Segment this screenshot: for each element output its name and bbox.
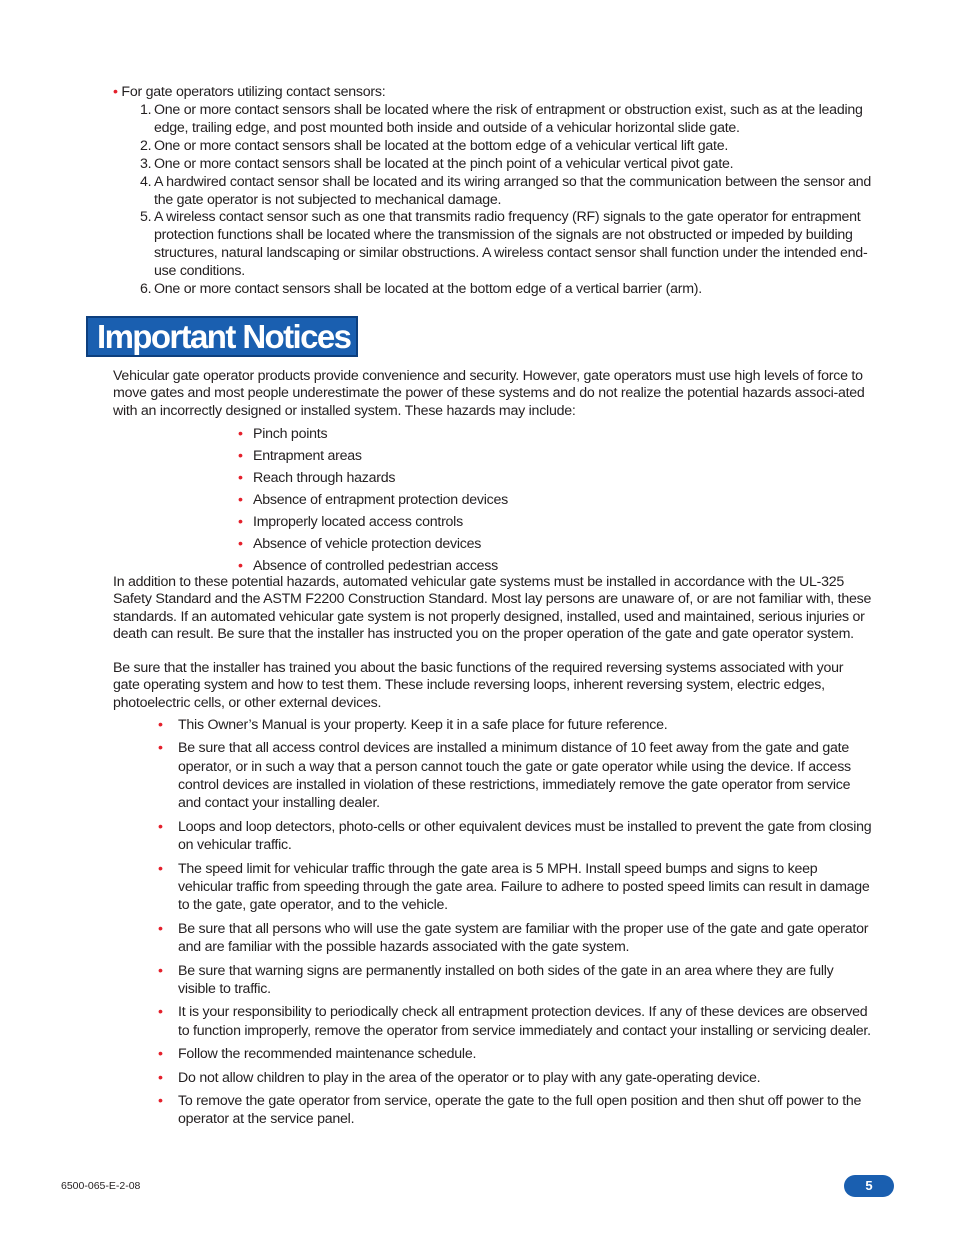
bullet-icon: • [238,470,243,486]
bullet-icon: • [158,740,163,757]
item-text: One or more contact sensors shall be located at the bottom edge of a vehicular vertical lift gate. [154,137,729,154]
bullet-icon: • [158,717,163,733]
bullet-icon: • [238,514,243,530]
intro-paragraph: Vehicular gate operator products provide convenience and security. However, gate operators must use high levels of force to move gates and most people underestimate the power of these systems and do not realize the potential hazards associ-ated with an incorrectly designed or installed system. These hazards may include: [113,368,865,419]
item-number: 6. [140,281,152,298]
section-heading: Important Notices [97,318,351,355]
list-item [238,445,508,467]
item-text: One or more contact sensors shall be located at the pinch point of a vehicular vertical pivot gate. [154,155,734,172]
item-text: One or more contact sensors shall be located where the risk of entrapment or obstruction exist, such as at the leading edge, trailing edge, and post mounted both inside and outside of a vehicular horizontal slide gate. [154,102,863,136]
notice-list [158,716,873,1134]
list-item [238,489,508,511]
item-text: It is your responsibility to periodically check all entrapment protection devices. If any of these devices are observed to function improperly, remove the operator from service immediately and contact your installing or servicing dealer. [178,1004,871,1039]
item-number: 2. [140,137,152,154]
list-item [158,860,873,915]
list-item [140,209,880,281]
list-item [158,1069,873,1087]
bullet-icon: • [158,1004,163,1021]
hazard-list [238,423,508,577]
list-item [238,467,508,489]
list-item [158,818,873,855]
item-text: A hardwired contact sensor shall be located and its wiring arranged so that the communication between the sensor and the gate operator is not subjected to mechanical damage. [154,173,872,208]
item-text: Be sure that all persons who will use the gate system are familiar with the proper use of the gate and gate operator and are familiar with the possible hazards associated with the gate system. [178,920,869,956]
bullet-icon: • [238,558,243,574]
item-number: 1. [140,102,152,118]
item-text: Follow the recommended maintenance schedule. [178,1046,477,1063]
item-text: One or more contact sensors shall be located at the bottom edge of a vertical barrier (arm). [154,281,702,298]
list-item [140,174,880,210]
standards-paragraph: In addition to these potential hazards, automated vehicular gate systems must be installed in accordance with the UL-325 Safety Standard and the ASTM F2200 Construction Standard. Most lay persons are unaware of, or are not familiar with, these standards. If an automated vehicular gate system is not properly designed, installed, used and maintained, serious injuries or death can result. Be sure that the installer has instructed you on the proper operation of the gate and gate operator system. [113,574,872,642]
item-text: Do not allow children to play in the area of the operator or to play with any gate-operating device. [178,1069,761,1086]
contact-sensor-intro [113,84,385,102]
item-text: Entrapment areas [253,448,362,464]
item-text: A wireless contact sensor such as one that transmits radio frequency (RF) signals to the gate operator for entrapment protection functions shall be located where the transmission of the signals are not obstructed or impeded by building structures, natural landscaping or similar obstructions. A wireless contact sensor shall function under the intended end-use conditions. [154,209,868,280]
list-item [158,1003,873,1040]
list-item [158,1045,873,1063]
list-item [238,533,508,555]
bullet-icon: • [158,1093,163,1110]
contact-sensor-intro-text: For gate operators utilizing contact sensors: [121,84,386,100]
bullet-icon: • [158,818,163,835]
bullet-icon: • [158,1046,163,1063]
item-text: Pinch points [253,426,328,442]
page-number: 5 [844,1175,894,1197]
bullet-icon: • [238,448,243,464]
item-text: To remove the gate operator from service, operate the gate to the full open position and then shut off power to the operator at the service panel. [178,1093,862,1128]
bullet-icon: • [238,536,243,552]
item-text: This Owner’s Manual is your property. Keep it in a safe place for future reference. [178,717,668,733]
item-text: Loops and loop detectors, photo-cells or other equivalent devices must be installed to prevent the gate from closing on vehicular traffic. [178,818,872,854]
item-text: Improperly located access controls [253,514,463,530]
list-item [140,102,880,138]
item-number: 4. [140,173,152,190]
item-text: Reach through hazards [253,470,396,486]
list-item [140,138,880,156]
item-number: 3. [140,155,152,172]
list-item [140,281,880,299]
list-item [158,716,873,734]
bullet-icon: • [238,426,243,442]
item-text: Absence of vehicle protection devices [253,536,482,552]
list-item [140,156,880,174]
bullet-icon: • [158,1069,163,1086]
contact-sensor-list [140,102,880,299]
bullet-icon: • [113,84,118,100]
list-item [158,962,873,999]
list-item [158,1092,873,1129]
list-item [158,920,873,957]
list-item [158,739,873,812]
document-code: 6500-065-E-2-08 [61,1180,141,1192]
bullet-icon: • [158,860,163,877]
bullet-icon: • [158,920,163,937]
item-text: The speed limit for vehicular traffic through the gate area is 5 MPH. Install speed bumps and signs to keep vehicular traffic from speeding through the gate area. Failure to adhere to posted speed limits can result in damage to the gate, gate operator, and to the vehicle. [178,860,870,914]
item-number: 5. [140,209,152,226]
list-item [238,511,508,533]
item-text: Be sure that warning signs are permanently installed on both sides of the gate in an area where they are fully visible to traffic. [178,962,834,997]
section-heading-box [86,316,358,357]
bullet-icon: • [158,962,163,979]
item-text: Be sure that all access control devices are installed a minimum distance of 10 feet away from the gate and gate operator, or in such a way that a person cannot touch the gate or gate operator while using the device. If access control devices are installed in violation of these restrictions, immediately remove the gate operator from service and contact your installing dealer. [178,740,851,812]
item-text: Absence of entrapment protection devices [253,492,508,508]
item-text: Absence of controlled pedestrian access [253,558,498,574]
list-item [238,423,508,445]
training-paragraph: Be sure that the installer has trained you about the basic functions of the required reversing systems associated with your gate operating system and how to test them. These include reversing loops, inherent reversing system, electric edges, photoelectric cells, or other external devices. [113,660,844,711]
bullet-icon: • [238,492,243,508]
